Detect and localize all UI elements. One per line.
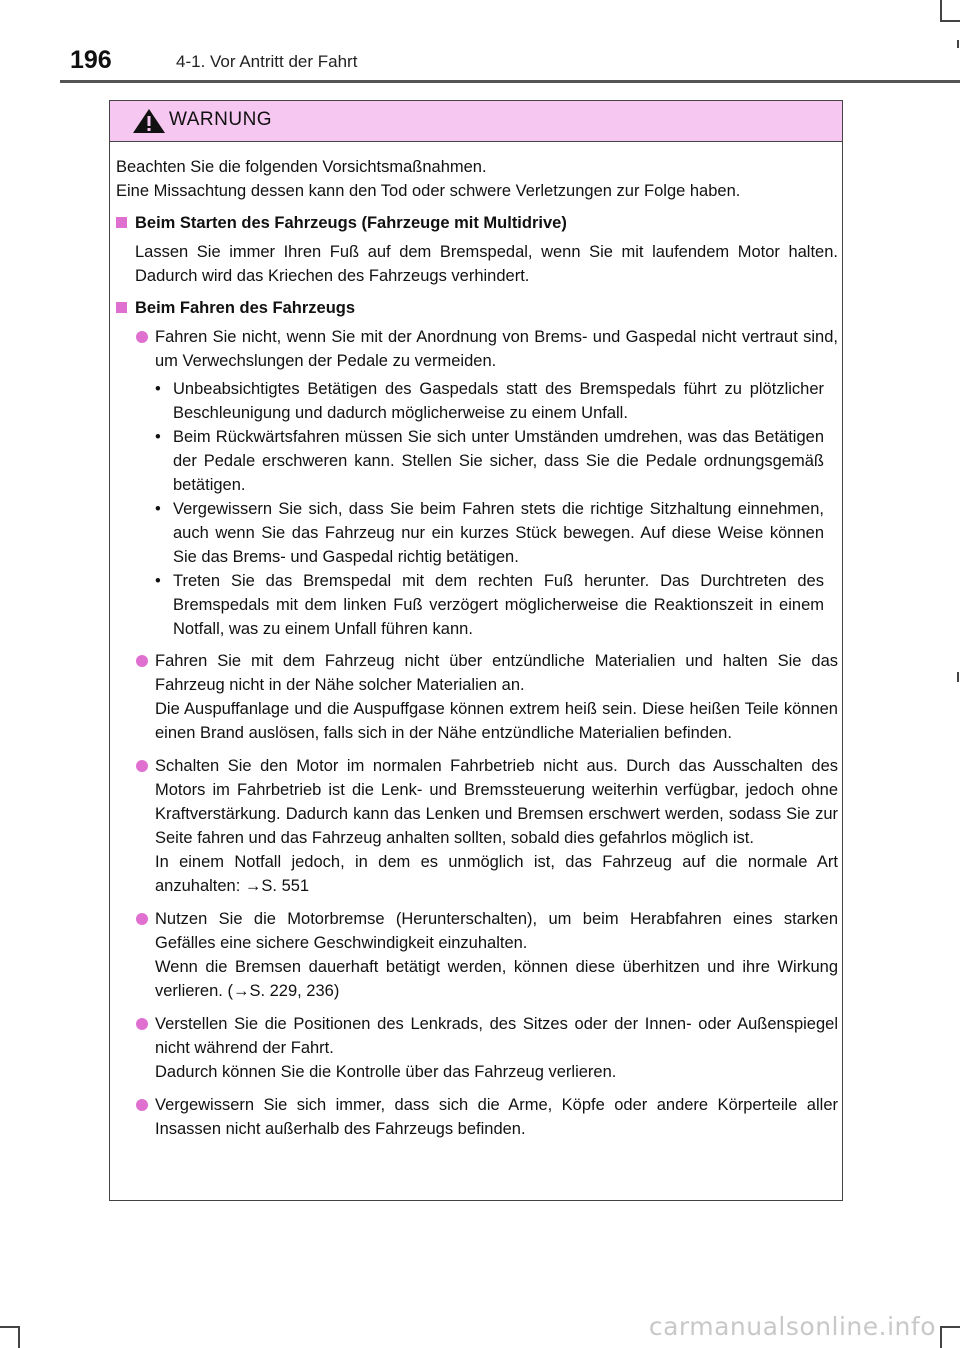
list-item-text: Wenn die Bremsen dauerhaft betätigt werden, können diese überhitzen und ihre Wirkung verlieren. (→S. 229, 236) [155, 958, 838, 1000]
dot-bullet-icon: • [155, 428, 161, 446]
crop-mark [942, 20, 960, 22]
dot-bullet-icon: • [155, 380, 161, 398]
square-bullet-icon [116, 302, 127, 313]
list-item [116, 1093, 838, 1141]
warning-title: WARNUNG [169, 109, 273, 130]
section-text: Lassen Sie immer Ihren Fuß auf dem Bremspedal, wenn Sie mit laufendem Motor halten. Dadurch wird das Kriechen des Fahrzeugs verhindert. [135, 243, 838, 285]
section-title: 4-1. Vor Antritt der Fahrt [176, 52, 358, 71]
crop-mark [940, 0, 942, 22]
circle-bullet-icon [136, 655, 148, 667]
sub-list-item: • Beim Rückwärtsfahren müssen Sie sich unter Umständen umdrehen, was das Betätigen der Pedale erschweren kann. Stellen Sie sicher, dass Sie die Pedale ordnungsgemäß betätigen. [155, 425, 824, 497]
sub-list-item: • Treten Sie das Bremspedal mit dem rechten Fuß herunter. Das Durchtreten des Bremspedals mit dem linken Fuß verzögert möglicherweise die Reaktionszeit in einem Notfall, was zu einem Unfall führen kann. [155, 569, 824, 641]
list-item [116, 754, 838, 898]
header-rule [60, 80, 960, 83]
list-item-text: Dadurch können Sie die Kontrolle über das Fahrzeug verlieren. [155, 1063, 617, 1081]
dot-bullet-icon: • [155, 500, 161, 518]
warning-box [109, 100, 843, 1201]
sub-list-item: • Unbeabsichtigtes Betätigen des Gaspedals statt des Bremspedals führt zu plötzlicher Beschleunigung und dadurch möglicherweise zu einem Unfall. [155, 377, 824, 425]
sub-list-item: • Vergewissern Sie sich, dass Sie beim Fahren stets die richtige Sitzhaltung einnehmen, auch wenn Sie das Fahrzeug nur ein kurzes Stück bewegen. Auf diese Weise können Sie das Brems- und Gaspedal richtig betätigen. [155, 497, 824, 569]
section-heading: Beim Starten des Fahrzeugs (Fahrzeuge mit Multidrive) [116, 211, 838, 235]
list-item [116, 649, 838, 745]
page-number: 196 [70, 46, 112, 74]
circle-bullet-icon [136, 1099, 148, 1111]
list-item-text: Vergewissern Sie sich immer, dass sich die Arme, Köpfe oder andere Körperteile aller Insassen nicht außerhalb des Fahrzeugs befinden. [155, 1096, 838, 1138]
list-item-text: Fahren Sie nicht, wenn Sie mit der Anordnung von Brems- und Gaspedal nicht vertraut sind, um Verwechslungen der Pedale zu vermeiden. [155, 328, 838, 370]
list-item-text: Schalten Sie den Motor im normalen Fahrbetrieb nicht aus. Durch das Ausschalten des Motors im Fahrbetrieb ist die Lenk- und Bremssteuerung weiterhin verfügbar, jedoch ohne Kraftverstärkung. Dadurch kann das Lenken und Bremsen erschwert werden, sodass Sie zur Seite fahren und das Fahrzeug anhalten sollten, sobald dies gefahrlos möglich ist. [155, 757, 838, 847]
list-item-text: Verstellen Sie die Positionen des Lenkrads, des Sitzes oder der Innen- oder Außenspiegel nicht während der Fahrt. [155, 1015, 838, 1057]
intro-line: Beachten Sie die folgenden Vorsichtsmaßnahmen. [116, 158, 487, 176]
warning-header [110, 101, 842, 142]
list-item-text: Nutzen Sie die Motorbremse (Herunterschalten), um beim Herabfahren eines starken Gefälles eine sichere Geschwindigkeit einzuhalten. [155, 910, 838, 952]
warning-content [116, 155, 838, 1150]
crop-mark [942, 1326, 960, 1328]
intro-line: Eine Missachtung dessen kann den Tod oder schwere Verletzungen zur Folge haben. [116, 182, 741, 200]
crop-mark [0, 1326, 18, 1328]
crop-mark [957, 672, 959, 682]
circle-bullet-icon [136, 760, 148, 772]
page-header [60, 46, 960, 82]
crop-mark [18, 1326, 20, 1348]
list-item [116, 1012, 838, 1084]
list-item-text: Fahren Sie mit dem Fahrzeug nicht über entzündliche Materialien und halten Sie das Fahrzeug nicht in der Nähe solcher Materialien an. [155, 652, 838, 694]
list-item [116, 325, 838, 373]
circle-bullet-icon [136, 331, 148, 343]
dot-bullet-icon: • [155, 572, 161, 590]
warning-triangle-icon [132, 108, 166, 134]
list-item-text: In einem Notfall jedoch, in dem es unmöglich ist, das Fahrzeug auf die normale Art anzuhalten: →S. 551 [155, 853, 838, 895]
watermark: carmanualsonline.info [648, 1312, 936, 1341]
circle-bullet-icon [136, 1018, 148, 1030]
crop-mark [940, 1326, 942, 1348]
square-bullet-icon [116, 217, 127, 228]
list-item [116, 907, 838, 1003]
sub-list [116, 377, 838, 641]
circle-bullet-icon [136, 913, 148, 925]
section-heading: Beim Fahren des Fahrzeugs [116, 296, 838, 320]
list-item-text: Die Auspuffanlage und die Auspuffgase können extrem heiß sein. Diese heißen Teile können einen Brand auslösen, falls sich in der Nähe entzündliche Materialien befinden. [155, 700, 838, 742]
